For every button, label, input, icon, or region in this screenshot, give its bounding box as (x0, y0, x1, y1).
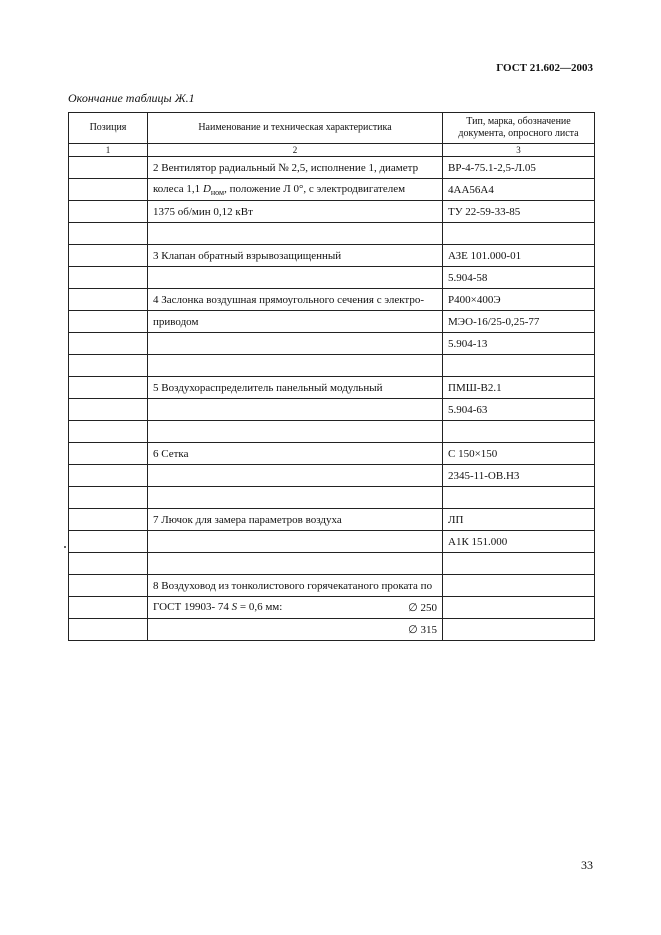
position-cell (69, 619, 148, 641)
table-row (69, 597, 595, 619)
table-row (69, 311, 595, 333)
name-cell: 6 Сетка (148, 443, 443, 465)
type-cell: 5.904-63 (443, 399, 595, 421)
position-cell (69, 201, 148, 223)
name-cell: 2 Вентилятор радиальный № 2,5, исполнение 1, диаметр (148, 157, 443, 179)
position-cell (69, 377, 148, 399)
position-cell (69, 311, 148, 333)
name-cell (148, 355, 443, 377)
name-cell (148, 179, 443, 201)
name-cell (148, 487, 443, 509)
name-cell: 8 Воздуховод из тонколистового горячекатаного проката по (148, 575, 443, 597)
position-cell (69, 531, 148, 553)
header-type: Тип, марка, обозначение документа, опросного листа (443, 113, 595, 144)
table-row (69, 245, 595, 267)
type-cell: 4АА56А4 (443, 179, 595, 201)
header-position: Позиция (69, 113, 148, 144)
position-cell (69, 179, 148, 201)
column-number-row (69, 144, 595, 157)
table-row (69, 553, 595, 575)
type-cell (443, 487, 595, 509)
name-cell: 1375 об/мин 0,12 кВт (148, 201, 443, 223)
name-text: колеса 1,1 (153, 182, 203, 195)
table-row (69, 267, 595, 289)
position-cell (69, 267, 148, 289)
type-cell: 5.904-58 (443, 267, 595, 289)
type-cell: 5.904-13 (443, 333, 595, 355)
document-code: ГОСТ 21.602—2003 (496, 62, 593, 74)
name-cell (148, 597, 443, 619)
name-cell: 7 Лючок для замера параметров воздуха (148, 509, 443, 531)
diameter-value: ∅ 315 (408, 624, 437, 636)
specification-table (68, 112, 595, 641)
name-cell: 3 Клапан обратный взрывозащищенный (148, 245, 443, 267)
column-number-1: 1 (69, 144, 148, 157)
type-cell: А1К 151.000 (443, 531, 595, 553)
position-cell (69, 487, 148, 509)
table-row (69, 443, 595, 465)
table-row (69, 201, 595, 223)
name-cell (148, 399, 443, 421)
position-cell (69, 575, 148, 597)
position-cell (69, 465, 148, 487)
table-row (69, 487, 595, 509)
table-row (69, 377, 595, 399)
table-row (69, 333, 595, 355)
name-cell (148, 553, 443, 575)
type-cell (443, 619, 595, 641)
name-cell: 4 Заслонка воздушная прямоугольного сечения с электро- (148, 289, 443, 311)
name-cell (148, 267, 443, 289)
header-name: Наименование и техническая характеристика (148, 113, 443, 144)
position-cell (69, 333, 148, 355)
position-cell (69, 223, 148, 245)
nominal-subscript: ном (210, 187, 225, 197)
column-number-3: 3 (443, 144, 595, 157)
table-row (69, 575, 595, 597)
type-cell (443, 575, 595, 597)
name-cell (148, 465, 443, 487)
name-cell (148, 223, 443, 245)
name-cell: 5 Воздухораспределитель панельный модульный (148, 377, 443, 399)
name-cell (148, 619, 443, 641)
diameter-symbol: D (202, 182, 211, 195)
type-cell (443, 223, 595, 245)
type-cell (443, 553, 595, 575)
type-cell: МЭО-16/25-0,25-77 (443, 311, 595, 333)
name-text: , положение Л 0°, с электродвигателем (224, 182, 406, 195)
table-row (69, 619, 595, 641)
column-number-2: 2 (148, 144, 443, 157)
position-cell (69, 245, 148, 267)
thickness-symbol: S (231, 601, 238, 613)
table-row (69, 421, 595, 443)
table-header-row (69, 113, 595, 144)
type-cell: ВР-4-75.1-2,5-Л.05 (443, 157, 595, 179)
position-cell (69, 355, 148, 377)
position-cell (69, 509, 148, 531)
position-cell (69, 289, 148, 311)
table-row (69, 289, 595, 311)
name-cell (148, 421, 443, 443)
type-cell: ЛП (443, 509, 595, 531)
type-cell: АЗЕ 101.000-01 (443, 245, 595, 267)
name-cell (148, 531, 443, 553)
table-row (69, 355, 595, 377)
type-cell (443, 421, 595, 443)
table-row (69, 465, 595, 487)
diameter-value: ∅ 250 (408, 602, 437, 614)
table-caption: Окончание таблицы Ж.1 (68, 91, 195, 105)
position-cell (69, 399, 148, 421)
position-cell (69, 421, 148, 443)
table-row (69, 399, 595, 421)
type-cell: Р400×400Э (443, 289, 595, 311)
table-row (69, 157, 595, 179)
name-cell (148, 333, 443, 355)
position-cell (69, 443, 148, 465)
table-row (69, 531, 595, 553)
type-cell (443, 355, 595, 377)
scan-artifact-dot (64, 546, 66, 548)
table-row (69, 509, 595, 531)
position-cell (69, 157, 148, 179)
name-text: ГОСТ 19903- 74 S = 0,6 мм: (153, 601, 283, 613)
position-cell (69, 597, 148, 619)
page-number: 33 (581, 858, 593, 872)
table-row (69, 223, 595, 245)
type-cell (443, 597, 595, 619)
position-cell (69, 553, 148, 575)
type-cell: ПМШ-В2.1 (443, 377, 595, 399)
type-cell: 2345-11-ОВ.Н3 (443, 465, 595, 487)
name-cell: приводом (148, 311, 443, 333)
type-cell: ТУ 22-59-33-85 (443, 201, 595, 223)
type-cell: С 150×150 (443, 443, 595, 465)
table-row (69, 179, 595, 201)
